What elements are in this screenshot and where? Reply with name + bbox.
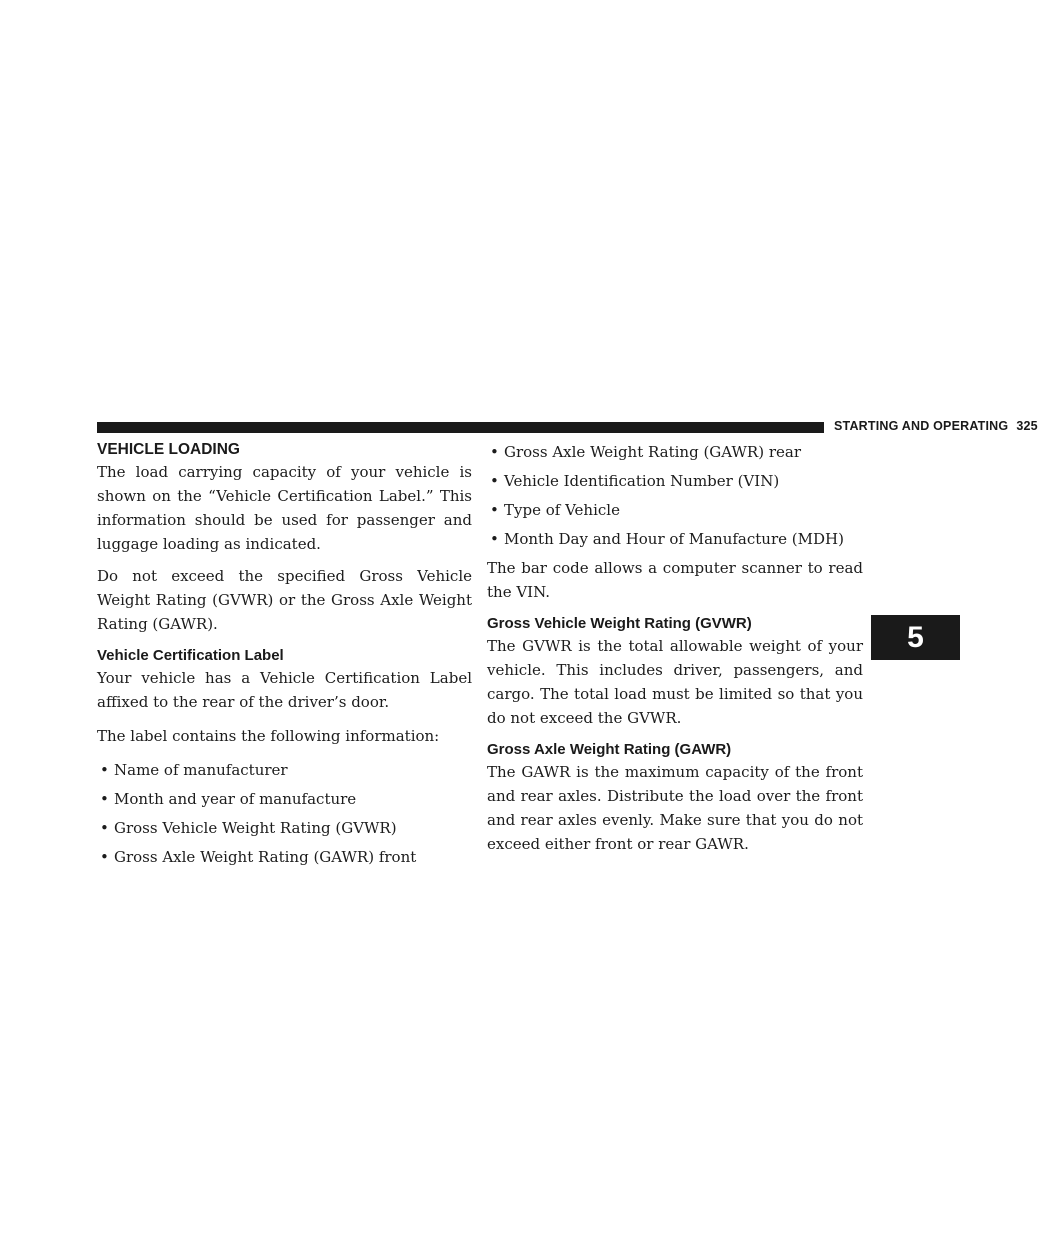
- paragraph: The GAWR is the maximum capacity of the front and rear axles. Distribute the load over the front and rear axles evenly. Make sure that you do not exceed either front or rear GAWR.: [487, 763, 863, 853]
- paragraph: The GVWR is the total allowable weight of your vehicle. This includes driver, passengers, and cargo. The total load must be limited so that you do not exceed the GVWR.: [487, 637, 863, 727]
- section-heading: VEHICLE LOADING: [97, 441, 240, 458]
- subheading: Gross Vehicle Weight Rating (GVWR): [487, 615, 752, 632]
- paragraph: The load carrying capacity of your vehicle is shown on the “Vehicle Certification Label.” This information should be used for passenger and luggage loading as indicated.: [97, 463, 472, 553]
- page-number: 325: [1016, 419, 1038, 433]
- list-item: • Month Day and Hour of Manufacture (MDH): [487, 527, 863, 551]
- list-item: • Type of Vehicle: [487, 498, 863, 522]
- info-list: [487, 440, 863, 551]
- right-column: [487, 440, 863, 866]
- list-item: • Gross Vehicle Weight Rating (GVWR): [97, 816, 472, 840]
- running-header: [834, 419, 1038, 433]
- paragraph: Do not exceed the specified Gross Vehicle Weight Rating (GVWR) or the Gross Axle Weight Rating (GAWR).: [97, 567, 472, 633]
- list-item: • Name of manufacturer: [97, 758, 472, 782]
- subheading: Vehicle Certification Label: [97, 647, 284, 664]
- list-item: • Month and year of manufacture: [97, 787, 472, 811]
- subheading: Gross Axle Weight Rating (GAWR): [487, 741, 732, 758]
- header-rule: [97, 422, 824, 433]
- chapter-tab: 5: [871, 615, 960, 660]
- list-item: • Vehicle Identification Number (VIN): [487, 469, 863, 493]
- info-list: [97, 758, 472, 869]
- list-item: • Gross Axle Weight Rating (GAWR) front: [97, 845, 472, 869]
- list-item: • Gross Axle Weight Rating (GAWR) rear: [487, 440, 863, 464]
- paragraph: The bar code allows a computer scanner to read the VIN.: [487, 559, 863, 601]
- left-column: [97, 440, 472, 874]
- paragraph: The label contains the following information:: [97, 727, 440, 745]
- section-title: STARTING AND OPERATING: [834, 419, 1009, 433]
- paragraph: Your vehicle has a Vehicle Certification Label affixed to the rear of the driver’s door.: [97, 669, 472, 711]
